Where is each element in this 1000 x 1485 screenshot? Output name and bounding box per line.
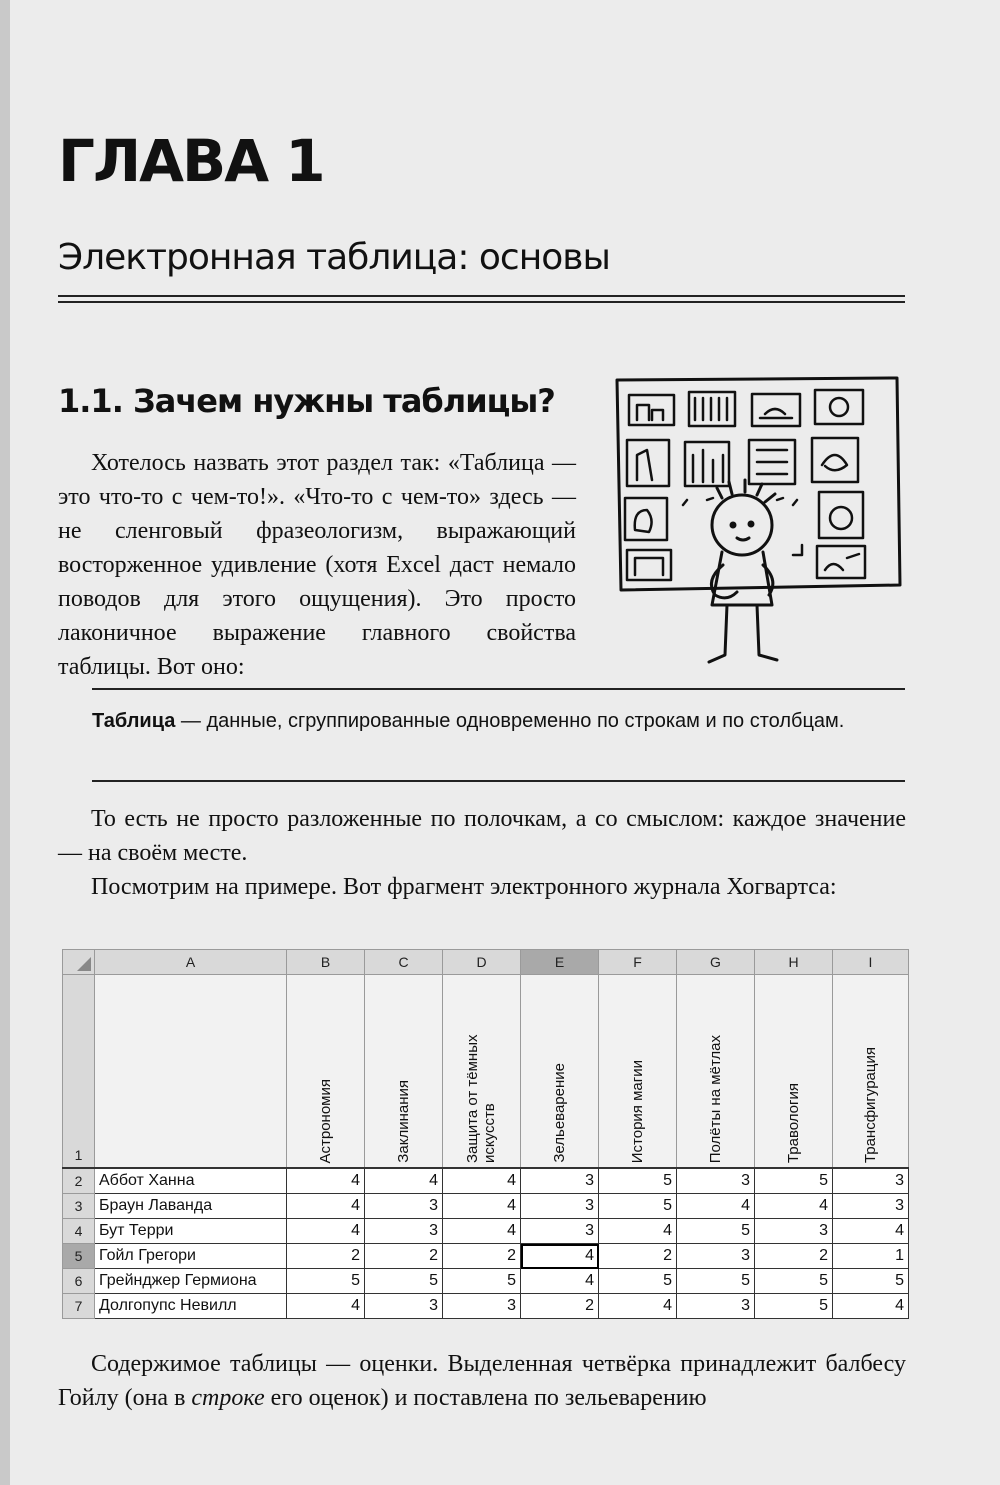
page-binding-edge <box>0 0 10 1485</box>
grade-cell[interactable]: 3 <box>677 1244 755 1269</box>
grade-cell[interactable]: 3 <box>521 1219 599 1244</box>
grade-cell[interactable]: 5 <box>599 1269 677 1294</box>
definition-text: — данные, сгруппированные одновременно по строкам и по столбцам. <box>175 710 845 732</box>
subject-header-cell[interactable] <box>443 975 521 1169</box>
column-header[interactable]: B <box>287 950 365 975</box>
column-header[interactable]: I <box>833 950 909 975</box>
grade-cell[interactable]: 4 <box>287 1219 365 1244</box>
grade-cell[interactable]: 4 <box>755 1194 833 1219</box>
definition-rule-bottom <box>92 780 905 782</box>
grade-cell[interactable]: 4 <box>833 1294 909 1319</box>
grade-cell[interactable]: 3 <box>365 1294 443 1319</box>
title-rule-bottom <box>58 301 905 303</box>
subject-header-cell[interactable] <box>521 975 599 1169</box>
grade-cell[interactable]: 4 <box>677 1194 755 1219</box>
subject-label: Заклинания <box>395 1080 412 1163</box>
column-header[interactable]: G <box>677 950 755 975</box>
grade-cell[interactable]: 5 <box>755 1294 833 1319</box>
grade-cell[interactable]: 4 <box>833 1219 909 1244</box>
student-name-cell[interactable]: Браун Лаванда <box>95 1194 287 1219</box>
chapter-label: ГЛАВА 1 <box>58 127 324 195</box>
grade-cell[interactable]: 5 <box>443 1269 521 1294</box>
subject-label: Травология <box>785 1082 802 1163</box>
grade-cell[interactable]: 5 <box>599 1168 677 1194</box>
student-name-cell[interactable]: Бут Терри <box>95 1219 287 1244</box>
grade-cell[interactable]: 3 <box>365 1219 443 1244</box>
select-all-corner[interactable] <box>63 950 95 975</box>
grade-cell[interactable]: 2 <box>365 1244 443 1269</box>
column-header[interactable]: D <box>443 950 521 975</box>
intro-paragraph: Хотелось назвать этот раздел так: «Таблица — это что-то с чем-то!». «Что-то с чем-то» здесь — не сленговый фразеологизм, выражающий восторженное удивление (хотя Excel даст немало поводов для этого ощущения). Это просто лаконичное выражение главного свойства таблицы. Вот оно: <box>58 450 576 680</box>
column-header[interactable]: A <box>95 950 287 975</box>
grade-cell[interactable]: 2 <box>287 1244 365 1269</box>
grade-cell[interactable]: 5 <box>599 1194 677 1219</box>
subject-label: Астрономия <box>317 1078 334 1163</box>
column-header-row <box>63 950 909 975</box>
grade-cell[interactable]: 4 <box>599 1294 677 1319</box>
header-cell-empty[interactable] <box>95 975 287 1169</box>
grade-cell[interactable]: 5 <box>365 1269 443 1294</box>
grade-cell[interactable]: 3 <box>521 1168 599 1194</box>
table-row <box>63 1168 909 1194</box>
row-header[interactable]: 2 <box>63 1168 95 1194</box>
grade-cell[interactable]: 4 <box>365 1168 443 1194</box>
definition-term: Таблица <box>92 710 176 732</box>
table-row <box>63 1244 909 1269</box>
chapter-title: Электронная таблица: основы <box>58 237 610 278</box>
section-title: 1.1. Зачем нужны таблицы? <box>58 382 555 420</box>
paragraph-4-part1: Содержимое таблицы — оценки. Выделенная четвёрка принадлежит балбесу Гойлу (она в <box>58 1351 906 1411</box>
grade-cell[interactable]: 4 <box>443 1168 521 1194</box>
title-rule-top <box>58 295 905 297</box>
grade-cell[interactable]: 5 <box>287 1269 365 1294</box>
subject-label: Защита от тёмных искусств <box>463 1034 498 1163</box>
grade-cell[interactable]: 3 <box>677 1294 755 1319</box>
grade-cell[interactable]: 4 <box>443 1219 521 1244</box>
grade-cell-selected[interactable]: 4 <box>521 1244 599 1269</box>
grade-cell[interactable]: 1 <box>833 1244 909 1269</box>
grade-cell[interactable]: 5 <box>833 1269 909 1294</box>
grade-cell[interactable]: 3 <box>677 1168 755 1194</box>
paragraph-4 <box>58 1347 906 1415</box>
grade-cell[interactable]: 3 <box>755 1219 833 1244</box>
column-header[interactable]: F <box>599 950 677 975</box>
subject-label: Зельеварение <box>551 1063 568 1163</box>
table-row <box>63 1294 909 1319</box>
student-name-cell[interactable]: Аббот Ханна <box>95 1168 287 1194</box>
column-header[interactable]: H <box>755 950 833 975</box>
grade-cell[interactable]: 2 <box>521 1294 599 1319</box>
paragraph-4-part2: его оценок) и поставлена по зельеварению <box>264 1385 707 1411</box>
subject-label: История магии <box>629 1059 646 1163</box>
grade-cell[interactable]: 3 <box>365 1194 443 1219</box>
table-row <box>63 1194 909 1219</box>
grade-cell[interactable]: 4 <box>287 1294 365 1319</box>
grade-cell[interactable]: 3 <box>833 1194 909 1219</box>
row-header[interactable]: 6 <box>63 1269 95 1294</box>
student-name-cell[interactable]: Грейнджер Гермиона <box>95 1269 287 1294</box>
child-figure <box>709 480 777 662</box>
definition-box <box>92 705 905 737</box>
grade-cell[interactable]: 5 <box>677 1269 755 1294</box>
student-name-cell[interactable]: Долгопупс Невилл <box>95 1294 287 1319</box>
subject-header-cell[interactable] <box>599 975 677 1169</box>
student-name-cell[interactable]: Гойл Грегори <box>95 1244 287 1269</box>
grade-cell[interactable]: 3 <box>521 1194 599 1219</box>
row-header[interactable]: 7 <box>63 1294 95 1319</box>
subject-header-cell[interactable] <box>755 975 833 1169</box>
illustration-child-gallery <box>597 370 907 680</box>
grade-cell[interactable]: 3 <box>443 1294 521 1319</box>
grade-cell[interactable]: 2 <box>443 1244 521 1269</box>
subject-header-cell[interactable] <box>287 975 365 1169</box>
grade-cell[interactable]: 4 <box>599 1219 677 1244</box>
grade-cell[interactable]: 2 <box>599 1244 677 1269</box>
grade-cell[interactable]: 5 <box>677 1219 755 1244</box>
table-row <box>63 1219 909 1244</box>
subject-label: Трансфигурация <box>862 1046 879 1163</box>
paragraph-2: То есть не просто разложенные по полочкам, а со смыслом: каждое значение — на своём месте. <box>58 806 906 866</box>
row-header[interactable]: 4 <box>63 1219 95 1244</box>
row-header[interactable]: 5 <box>63 1244 95 1269</box>
subject-header-cell[interactable] <box>677 975 755 1169</box>
grade-cell[interactable]: 4 <box>287 1168 365 1194</box>
grade-cell[interactable]: 5 <box>755 1269 833 1294</box>
grade-cell[interactable]: 4 <box>521 1269 599 1294</box>
subject-header-cell[interactable] <box>365 975 443 1169</box>
column-header[interactable]: C <box>365 950 443 975</box>
subject-header-cell[interactable] <box>833 975 909 1169</box>
definition-rule-top <box>92 688 905 690</box>
paragraph-4-emphasis: строке <box>191 1385 265 1411</box>
spreadsheet-screenshot <box>62 949 909 1319</box>
subject-header-row <box>63 975 909 1169</box>
grade-cell[interactable]: 4 <box>287 1194 365 1219</box>
grade-cell[interactable]: 2 <box>755 1244 833 1269</box>
row-header[interactable]: 1 <box>63 975 95 1169</box>
grade-cell[interactable]: 5 <box>755 1168 833 1194</box>
column-header-selected[interactable]: E <box>521 950 599 975</box>
table-row <box>63 1269 909 1294</box>
row-header[interactable]: 3 <box>63 1194 95 1219</box>
subject-label: Полёты на мётлах <box>707 1034 724 1163</box>
grade-cell[interactable]: 3 <box>833 1168 909 1194</box>
grade-cell[interactable]: 4 <box>443 1194 521 1219</box>
paragraph-3: Посмотрим на примере. Вот фрагмент электронного журнала Хогвартса: <box>91 874 837 900</box>
